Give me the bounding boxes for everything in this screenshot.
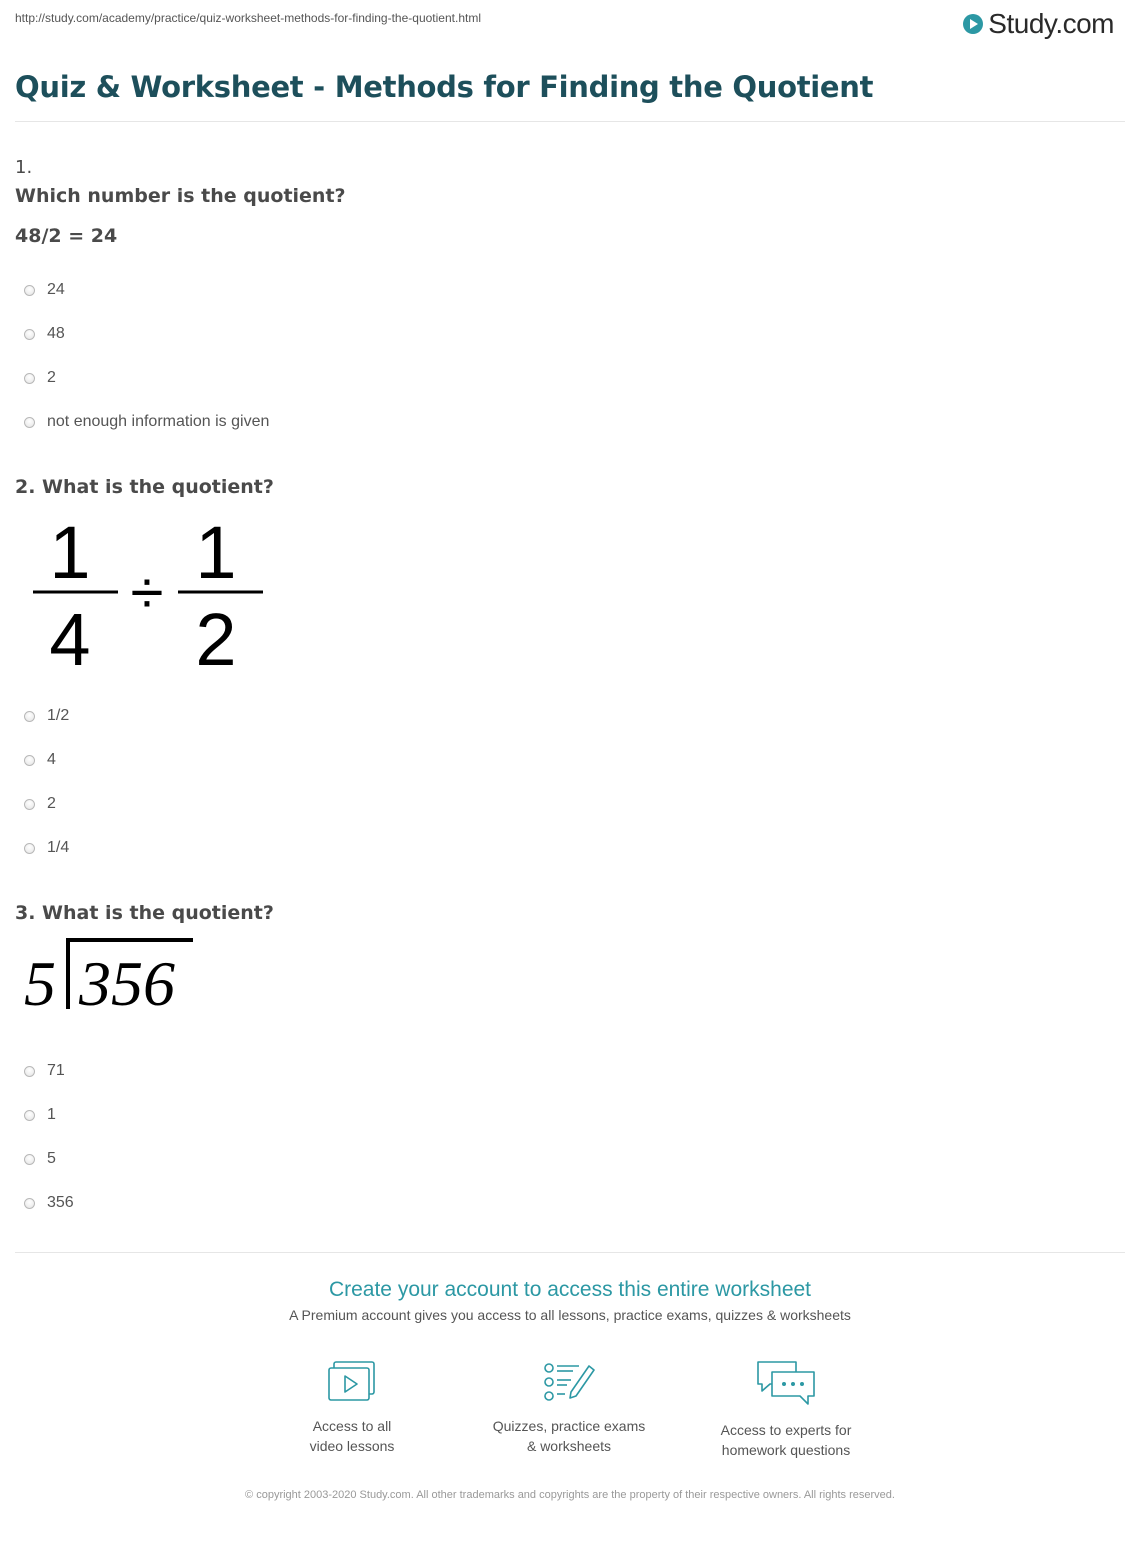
option-label: 4 xyxy=(47,751,56,768)
feature-label: Access to all video lessons xyxy=(309,1418,395,1454)
feature-quizzes xyxy=(469,1360,669,1456)
option-label: 5 xyxy=(47,1150,56,1167)
radio-button[interactable] xyxy=(24,843,35,854)
question-3-option-3[interactable] xyxy=(24,1149,56,1169)
radio-button[interactable] xyxy=(24,711,35,722)
create-account-link[interactable]: Create your account to access this entire worksheet xyxy=(328,1278,812,1301)
option-label: 1 xyxy=(47,1106,56,1123)
radio-button[interactable] xyxy=(24,1110,35,1121)
question-3-text: 3. What is the quotient? xyxy=(15,902,274,924)
question-1-option-3[interactable] xyxy=(24,368,56,388)
fraction-2-numerator: 1 xyxy=(195,511,237,594)
option-label: 356 xyxy=(47,1194,74,1211)
radio-button[interactable] xyxy=(24,417,35,428)
option-label: 2 xyxy=(47,795,56,812)
video-lessons-icon xyxy=(326,1360,378,1404)
question-1-text: Which number is the quotient? xyxy=(15,185,346,207)
question-3-option-4[interactable] xyxy=(24,1193,74,1213)
question-2-option-4[interactable] xyxy=(24,838,69,858)
question-2-option-1[interactable] xyxy=(24,706,69,726)
study-logo[interactable] xyxy=(963,8,1114,40)
promo-subtitle: A Premium account gives you access to all lessons, practice exams, quizzes & worksheets xyxy=(289,1307,851,1323)
question-2-option-2[interactable] xyxy=(24,750,56,770)
chat-bubbles-icon xyxy=(754,1360,818,1408)
radio-button[interactable] xyxy=(24,1198,35,1209)
feature-experts xyxy=(686,1360,886,1460)
radio-button[interactable] xyxy=(24,329,35,340)
feature-label: Quizzes, practice exams & worksheets xyxy=(492,1418,646,1454)
question-2-option-3[interactable] xyxy=(24,794,56,814)
play-logo-icon xyxy=(963,14,983,34)
dividend: 356 xyxy=(79,948,175,1015)
option-label: 1/4 xyxy=(47,839,70,856)
fraction-2-denominator: 2 xyxy=(195,598,237,675)
option-label: 24 xyxy=(47,281,65,298)
page-title: Quiz & Worksheet - Methods for Finding the Quotient xyxy=(15,70,874,104)
question-2-text: 2. What is the quotient? xyxy=(15,476,274,498)
option-label: 48 xyxy=(47,325,65,342)
questions-divider xyxy=(15,1252,1125,1253)
option-label: 71 xyxy=(47,1062,65,1079)
question-3-option-2[interactable] xyxy=(24,1105,56,1125)
feature-video-lessons xyxy=(252,1360,452,1456)
radio-button[interactable] xyxy=(24,1066,35,1077)
radio-button[interactable] xyxy=(24,1154,35,1165)
quiz-checklist-icon xyxy=(541,1360,597,1404)
fraction-division-figure xyxy=(28,510,268,675)
title-divider xyxy=(15,121,1125,122)
option-label: 2 xyxy=(47,369,56,386)
question-1-number: 1. xyxy=(15,157,33,178)
radio-button[interactable] xyxy=(24,373,35,384)
radio-button[interactable] xyxy=(24,755,35,766)
question-1-option-2[interactable] xyxy=(24,324,65,344)
copyright-footer: © copyright 2003-2020 Study.com. All other trademarks and copyrights are the property of their respective owners. All rights reserved. xyxy=(245,1489,895,1501)
question-1-option-4[interactable] xyxy=(24,412,269,432)
divide-symbol: ÷ xyxy=(130,559,164,626)
question-1-option-1[interactable] xyxy=(24,280,65,300)
logo-text: Study.com xyxy=(988,8,1114,39)
question-1-expression: 48/2 = 24 xyxy=(15,225,118,247)
feature-label: Access to experts for homework questions xyxy=(720,1422,852,1458)
radio-button[interactable] xyxy=(24,285,35,296)
fraction-1-numerator: 1 xyxy=(49,511,91,594)
radio-button[interactable] xyxy=(24,799,35,810)
divisor: 5 xyxy=(24,948,56,1015)
option-label: 1/2 xyxy=(47,707,70,724)
option-label: not enough information is given xyxy=(47,413,270,430)
long-division-figure xyxy=(22,935,197,1015)
page-url: http://study.com/academy/practice/quiz-worksheet-methods-for-finding-the-quotient.html xyxy=(15,11,481,25)
fraction-1-denominator: 4 xyxy=(49,598,91,675)
question-3-option-1[interactable] xyxy=(24,1061,65,1081)
